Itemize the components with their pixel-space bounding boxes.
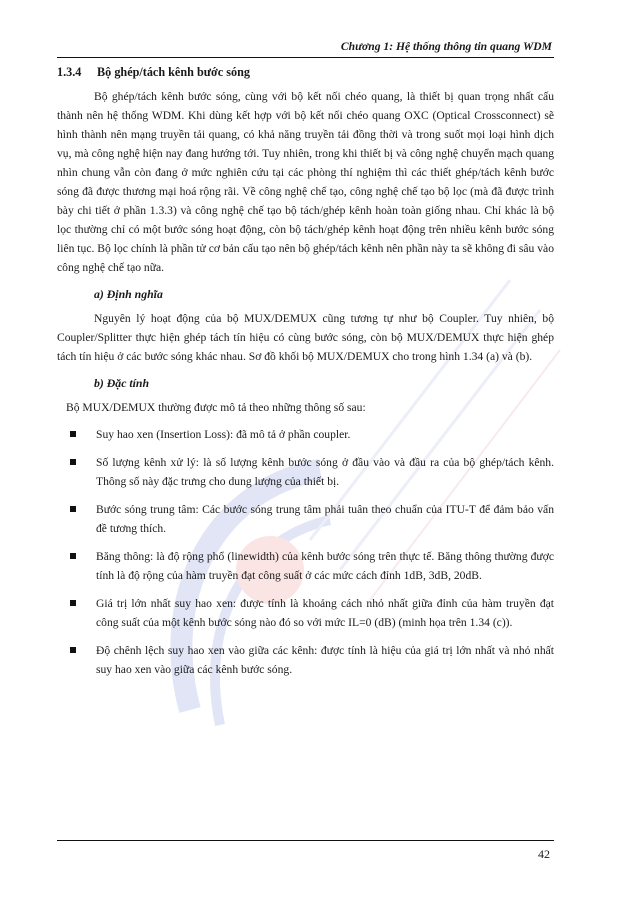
page-number: 42 [538, 847, 550, 861]
list-item-text: Băng thông: là độ rộng phổ (linewidth) của kênh bước sóng trên thực tế. Băng thông thường được tính là độ rộng của hàm truyền đạt công suất ở các mức cách đỉnh 1dB, 3dB, 20dB. [96, 550, 554, 582]
list-item [57, 425, 554, 444]
list-item-text: Bước sóng trung tâm: Các bước sóng trung tâm phải tuân theo chuẩn của ITU-T để đảm bảo vấn đề tương thích. [96, 503, 554, 535]
list-item-text: Suy hao xen (Insertion Loss): đã mô tả ở phần coupler. [96, 428, 351, 441]
section-number: 1.3.4 [57, 65, 82, 79]
intro-paragraph: Bộ ghép/tách kênh bước sóng, cùng với bộ kết nối chéo quang, là thiết bị quan trọng nhất cấu thành nên hệ thống WDM. Khi dùng kết hợp với bộ kết nối chéo quang OXC (Optical Crossconnect) sẽ hình thành nên mạng truyền tải quang, có khả năng truyền tải đồng thời và trong suốt mọi loại hình dịch vụ, mà công nghệ hiện nay đang hướng tới. Tuy nhiên, trong khi thiết bị và công nghệ chuyển mạch quang nhìn chung vẫn còn đang ở mức nghiên cứu tại các phòng thí nghiệm thì các thiết ghép/tách kênh bước sóng đã được thương mại hoá rộng rãi. Về công nghệ chế tạo, công nghệ chế tạo bộ lọc (mà đã được trình bày chi tiết ở phần 1.3.3) và công nghệ chế tạo bộ tách/ghép kênh hoàn toàn giống nhau. Chỉ khác là bộ lọc thường chỉ có một bước sóng hoạt động, còn bộ tách/ghép kênh hoạt động trên nhiều kênh bước sóng liên tục. Bộ lọc chính là phần tử cơ bản cấu tạo nên bộ ghép/tách kênh nên phần này ta sẽ không đi sâu vào công nghệ chế tạo nữa. [57, 90, 554, 274]
square-bullet-icon [70, 459, 76, 465]
main-content [57, 64, 554, 688]
square-bullet-icon [70, 431, 76, 437]
list-item [57, 500, 554, 538]
square-bullet-icon [70, 647, 76, 653]
header-rule [57, 57, 554, 58]
section-title: Bộ ghép/tách kênh bước sóng [97, 65, 250, 79]
running-header: Chương 1: Hệ thống thông tin quang WDM [340, 40, 552, 53]
square-bullet-icon [70, 506, 76, 512]
square-bullet-icon [70, 600, 76, 606]
list-item-text: Số lượng kênh xử lý: là số lượng kênh bước sóng ở đầu vào và đầu ra của bộ ghép/tách kênh. Thông số này đặc trưng cho dung lượng của thiết bị. [96, 456, 554, 488]
characteristics-heading: b) Đặc tính [94, 376, 150, 390]
definition-paragraph: Nguyên lý hoạt động của bộ MUX/DEMUX cũng tương tự như bộ Coupler. Tuy nhiên, bộ Coupler/Splitter thực hiện ghép tách tín hiệu có cùng bước sóng, còn bộ MUX/DEMUX thực hiện ghép tách tín hiệu ở các bước sóng khác nhau. Sơ đồ khối bộ MUX/DEMUX cho trong hình 1.34 (a) và (b). [57, 312, 554, 363]
square-bullet-icon [70, 553, 76, 559]
characteristics-lead: Bộ MUX/DEMUX thường được mô tả theo những thông số sau: [66, 401, 366, 414]
footer-rule [57, 840, 554, 841]
list-item [57, 594, 554, 632]
definition-heading: a) Định nghĩa [94, 287, 163, 301]
list-item [57, 547, 554, 585]
section-heading [57, 64, 554, 80]
list-item [57, 453, 554, 491]
characteristics-list [57, 425, 554, 679]
list-item [57, 641, 554, 679]
list-item-text: Độ chênh lệch suy hao xen vào giữa các kênh: được tính là hiệu của giá trị lớn nhất và nhỏ nhất suy hao xen vào giữa các kênh bước sóng. [96, 644, 554, 676]
list-item-text: Giá trị lớn nhất suy hao xen: được tính là khoảng cách nhỏ nhất giữa đỉnh của hàm truyền đạt công suất của một kênh bước sóng nào đó so với mức IL=0 (dB) (minh họa trên 1.34 (c)). [96, 597, 554, 629]
